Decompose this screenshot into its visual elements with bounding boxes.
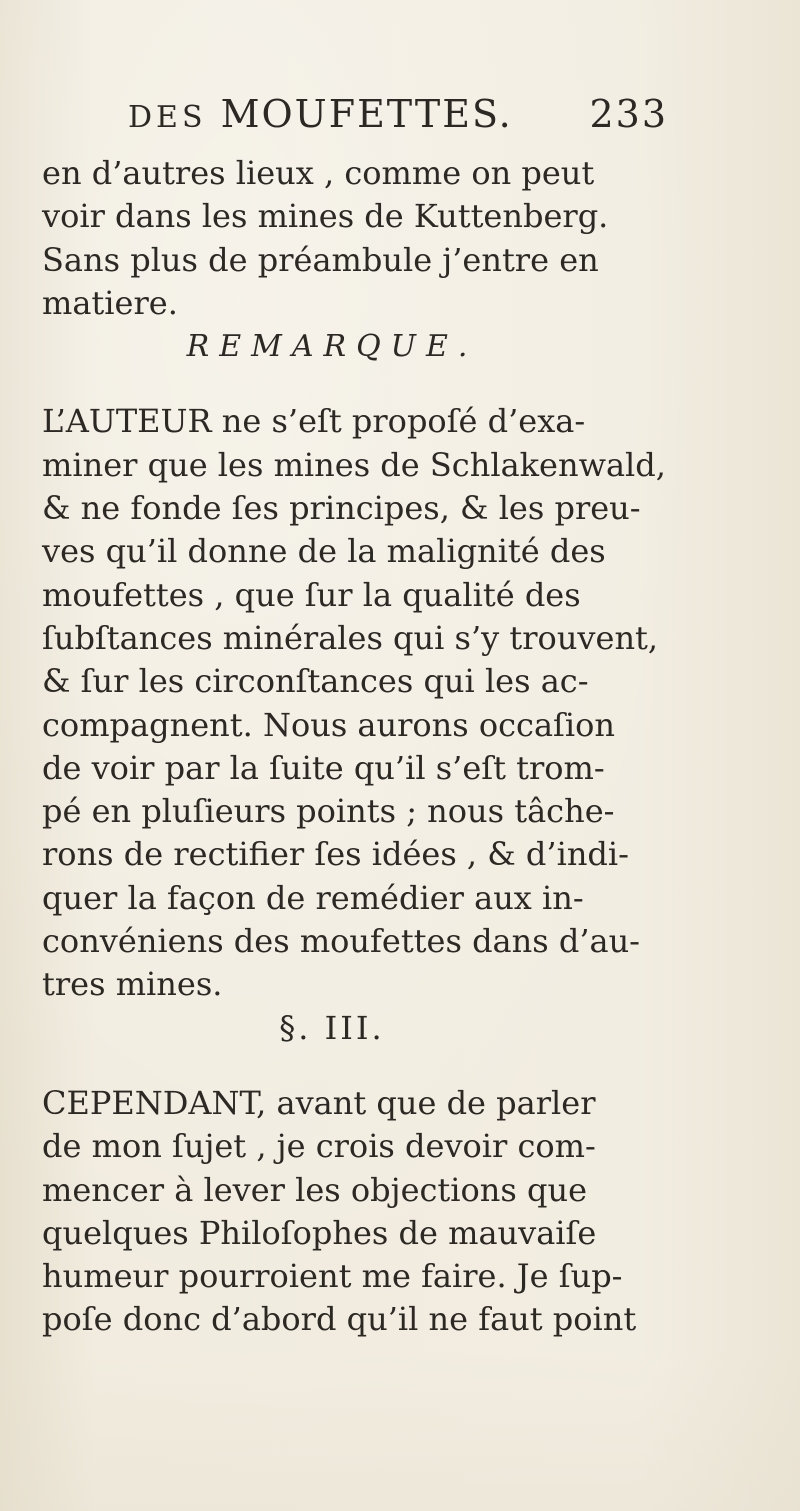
text-line: poſe donc d’abord qu’il ne faut point — [42, 1300, 637, 1339]
text-line: matiere. — [42, 283, 178, 322]
paragraph-1 — [42, 152, 622, 325]
text-line: & ne fonde ſes principes, & les preu- — [42, 489, 641, 528]
paragraph-2 — [42, 400, 666, 1006]
text-line: quer la façon de remédier aux in- — [42, 878, 584, 917]
text-line: tres mines. — [42, 965, 223, 1004]
text-line: de voir par la ſuite qu’il s’eſt trom- — [42, 748, 605, 787]
text-line: CEPENDANT, avant que de parler — [42, 1083, 596, 1122]
text-line: & ſur les circonſtances qui les ac- — [42, 662, 589, 701]
main-text — [42, 152, 666, 1342]
text-line: compagnent. Nous aurons occaſion — [42, 705, 615, 744]
running-title-prefix: DES — [128, 100, 207, 135]
text-line: convéniens des moufettes dans d’au- — [42, 922, 640, 961]
section-heading-remarque: REMARQUE. — [186, 329, 478, 365]
text-line: moufettes , que ſur la qualité des — [42, 575, 581, 614]
running-header — [128, 92, 668, 142]
text-line: de mon ſujet , je crois devoir com- — [42, 1127, 596, 1166]
paper-shading — [0, 1351, 800, 1511]
text-line: ſubſtances minérales qui s’y trouvent, — [42, 618, 659, 657]
text-line: humeur pourroient me faire. Je ſup- — [42, 1257, 623, 1296]
text-line: Sans plus de préambule j’entre en — [42, 240, 599, 279]
text-line: pé en pluſieurs points ; nous tâche- — [42, 792, 615, 831]
text-line: ves qu’il donne de la malignité des — [42, 532, 606, 571]
running-title — [128, 92, 513, 136]
running-title-main: MOUFETTES. — [220, 92, 513, 136]
paragraph-3 — [42, 1082, 637, 1342]
spacer — [42, 368, 622, 400]
section-number: §. III. — [279, 1008, 385, 1047]
text-line: L’AUTEUR ne s’eſt propoſé d’exa- — [42, 402, 586, 441]
text-line: en d’autres lieux , comme on peut — [42, 154, 595, 192]
text-line: quelques Philoſophes de mauvaiſe — [42, 1213, 597, 1252]
text-line: voir dans les mines de Kuttenberg. — [42, 197, 609, 236]
text-line: rons de rectifier ſes idées , & d’indi- — [42, 835, 629, 874]
text-line: mencer à lever les objections que — [42, 1170, 588, 1209]
text-line: miner que les mines de Schlakenwald, — [42, 445, 666, 484]
page-number: 233 — [589, 92, 668, 136]
spacer — [42, 1050, 622, 1082]
